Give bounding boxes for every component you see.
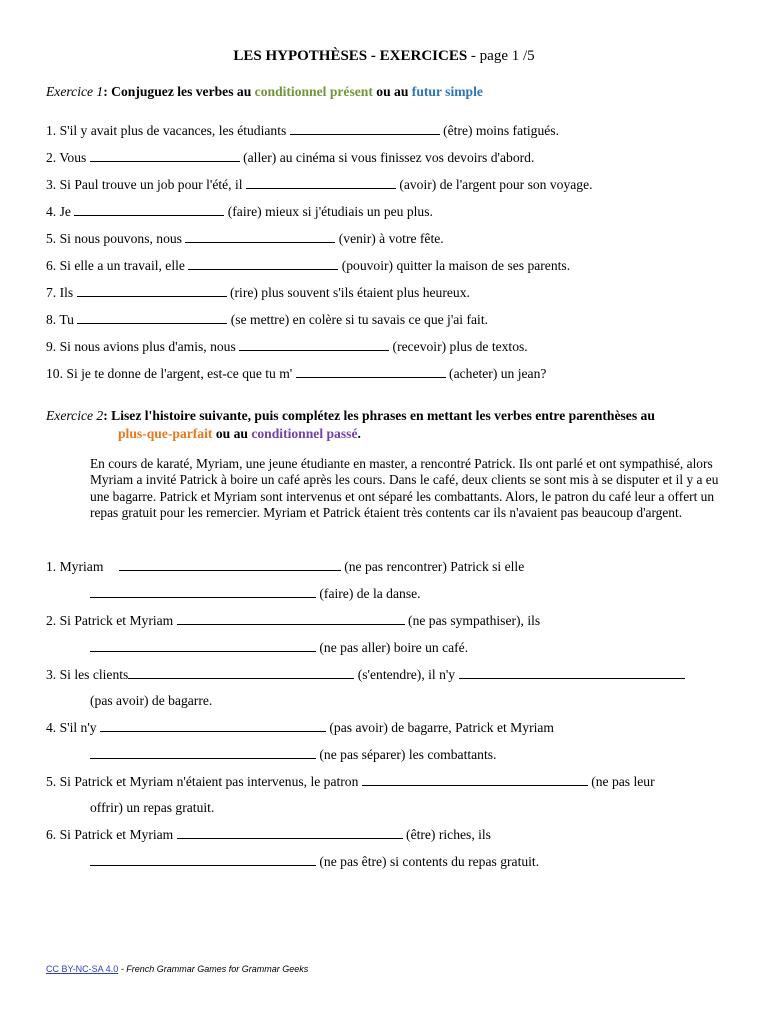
ex1-item-9: [46, 338, 528, 355]
answer-blank[interactable]: [246, 176, 396, 189]
answer-blank[interactable]: [100, 719, 326, 732]
ex2-item-5-verb: (ne pas leur: [587, 774, 655, 789]
ex1-item-7: [46, 284, 470, 301]
ex2-item-3-cont: [90, 693, 212, 709]
ex2-item-4-cont: [90, 746, 496, 763]
ex2-item-2-text: 2. Si Patrick et Myriam: [46, 613, 177, 628]
ex1-item-7-verb: (rire) plus souvent s'ils étaient plus heureux.: [226, 285, 470, 300]
ex2-item-1: [46, 558, 524, 575]
exercise-2-heading: Exercice 2: Lisez l'histoire suivante, puis complétez les phrases en mettant les verbes entre parenthèses au: [46, 408, 655, 423]
story-paragraph: En cours de karaté, Myriam, une jeune étudiante en master, a rencontré Patrick. Ils ont parlé et ont sympathisé, alors Myriam a invité Patrick à boire un café après les cours. Dans le café, deux clients se sont mis à se disputer et il y a eu une bagarre. Patrick et Myriam sont intervenus et ont séparé les combattants. Alors, le patron du café leur a offert un repas gratuit pour les remercier. Myriam et Patrick étaient très contents car ils n'avaient pas beaucoup d'argent.: [90, 456, 719, 521]
ex2-item-4-verb: (pas avoir) de bagarre, Patrick et Myriam: [326, 720, 554, 735]
answer-blank[interactable]: [90, 585, 316, 598]
ex1-item-8-verb: (se mettre) en colère si tu savais ce que j'ai fait.: [227, 312, 488, 327]
title-text: LES HYPOTHÈSES - EXERCICES: [233, 48, 468, 64]
ex2-item-3: [46, 666, 685, 683]
ex1-item-9-text: 9. Si nous avions plus d'amis, nous: [46, 339, 240, 354]
ex2-item-3-text: 3. Si les clients: [46, 667, 129, 682]
answer-blank[interactable]: [177, 612, 405, 625]
ex1-item-10-text: 10. Si je te donne de l'argent, est-ce que tu m': [46, 366, 296, 381]
ex1-item-10-verb: (acheter) un jean?: [445, 366, 547, 381]
exercise-1-instruction-or: ou au: [372, 84, 412, 99]
answer-blank[interactable]: [90, 639, 316, 652]
ex1-item-1-verb: (être) moins fatigués.: [439, 123, 559, 138]
exercise-2-heading-line2: [118, 425, 361, 443]
ex2-item-6: [46, 826, 491, 843]
footer: [46, 964, 308, 974]
ex1-item-2: [46, 149, 534, 166]
ex1-item-2-verb: (aller) au cinéma si vous finissez vos devoirs d'abord.: [239, 150, 535, 165]
footer-text: - French Grammar Games for Grammar Geeks: [118, 964, 309, 974]
exercise-1-instruction: Conjuguez les verbes au: [111, 84, 255, 99]
ex2-item-2-verb: (ne pas sympathiser), ils: [404, 613, 541, 628]
tense-plus-que-parfait: plus-que-parfait: [118, 426, 213, 441]
ex2-item-6-verb2: (ne pas être) si contents du repas gratuit.: [316, 854, 540, 869]
ex1-item-1-text: 1. S'il y avait plus de vacances, les étudiants: [46, 123, 290, 138]
ex1-item-3-text: 3. Si Paul trouve un job pour l'été, il: [46, 177, 246, 192]
ex1-item-8-text: 8. Tu: [46, 312, 78, 327]
ex1-item-1: [46, 122, 559, 139]
ex1-item-6-verb: (pouvoir) quitter la maison de ses parents.: [338, 258, 571, 273]
answer-blank[interactable]: [77, 311, 227, 324]
answer-blank[interactable]: [177, 826, 403, 839]
ex1-item-6: [46, 257, 570, 274]
answer-blank[interactable]: [290, 122, 440, 135]
ex1-item-3: [46, 176, 593, 193]
answer-blank[interactable]: [119, 558, 341, 571]
answer-blank[interactable]: [90, 746, 316, 759]
answer-blank[interactable]: [185, 230, 335, 243]
ex1-item-8: [46, 311, 488, 328]
ex2-item-1-cont: [90, 585, 421, 602]
ex2-item-1-verb2: (faire) de la danse.: [316, 586, 421, 601]
ex1-item-7-text: 7. Ils: [46, 285, 77, 300]
tense-conditionnel-present: conditionnel présent: [254, 84, 373, 99]
exercise-1-heading: Exercice 1: Conjuguez les verbes au conditionnel présent ou au futur simple: [46, 84, 483, 99]
answer-blank[interactable]: [188, 257, 338, 270]
exercise-2-instruction-end: .: [357, 426, 361, 441]
ex2-item-2-verb2: (ne pas aller) boire un café.: [316, 640, 469, 655]
answer-blank[interactable]: [74, 203, 224, 216]
exercise-2-label: Exercice 2: [46, 408, 104, 423]
ex2-item-6-text: 6. Si Patrick et Myriam: [46, 827, 177, 842]
ex2-item-6-cont: [90, 853, 539, 870]
ex2-item-5-text: 5. Si Patrick et Myriam n'étaient pas intervenus, le patron: [46, 774, 362, 789]
ex1-item-6-text: 6. Si elle a un travail, elle: [46, 258, 189, 273]
answer-blank[interactable]: [90, 149, 240, 162]
answer-blank[interactable]: [77, 284, 227, 297]
ex2-item-2: [46, 612, 540, 629]
page-number: - page 1 /5: [467, 48, 535, 64]
ex1-item-5-verb: (venir) à votre fête.: [335, 231, 444, 246]
ex1-item-4: [46, 203, 433, 220]
exercise-2-instruction: Lisez l'histoire suivante, puis complétez les phrases en mettant les verbes entre parenthèses au: [111, 408, 655, 423]
ex2-item-5: [46, 773, 655, 790]
page-title: [0, 48, 768, 65]
ex2-item-4-verb2: (ne pas séparer) les combattants.: [316, 747, 497, 762]
answer-blank[interactable]: [239, 338, 389, 351]
ex1-item-4-text: 4. Je: [46, 204, 75, 219]
tense-conditionnel-passe: conditionnel passé: [251, 426, 358, 441]
ex2-item-3-verb: (s'entendre), il n'y: [354, 667, 459, 682]
answer-blank[interactable]: [90, 853, 316, 866]
ex2-item-1-verb: (ne pas rencontrer) Patrick si elle: [340, 559, 525, 574]
ex1-item-9-verb: (recevoir) plus de textos.: [389, 339, 528, 354]
ex1-item-10: [46, 365, 546, 382]
ex2-item-2-cont: [90, 639, 468, 656]
ex1-item-5: [46, 230, 444, 247]
ex1-item-3-verb: (avoir) de l'argent pour son voyage.: [395, 177, 593, 192]
exercise-1-label: Exercice 1: [46, 84, 104, 99]
ex2-item-1-text: 1. Myriam: [46, 559, 107, 574]
answer-blank[interactable]: [362, 773, 588, 786]
answer-blank[interactable]: [128, 666, 354, 679]
ex1-item-4-verb: (faire) mieux si j'étudiais un peu plus.: [224, 204, 433, 219]
ex2-item-4-text: 4. S'il n'y: [46, 720, 100, 735]
ex2-item-4: [46, 719, 554, 736]
answer-blank[interactable]: [459, 666, 685, 679]
ex1-item-2-text: 2. Vous: [46, 150, 90, 165]
answer-blank[interactable]: [296, 365, 446, 378]
ex2-item-3-verb2: (pas avoir) de bagarre.: [90, 693, 213, 708]
ex1-item-5-text: 5. Si nous pouvons, nous: [46, 231, 186, 246]
tense-futur-simple: futur simple: [411, 84, 483, 99]
exercise-2-instruction-or: ou au: [212, 426, 252, 441]
ex2-item-5-verb2: offrir) un repas gratuit.: [90, 800, 215, 815]
ex2-item-6-verb: (être) riches, ils: [402, 827, 491, 842]
ex2-item-5-cont: [90, 800, 214, 816]
license-link[interactable]: CC BY-NC-SA 4.0: [46, 964, 119, 974]
